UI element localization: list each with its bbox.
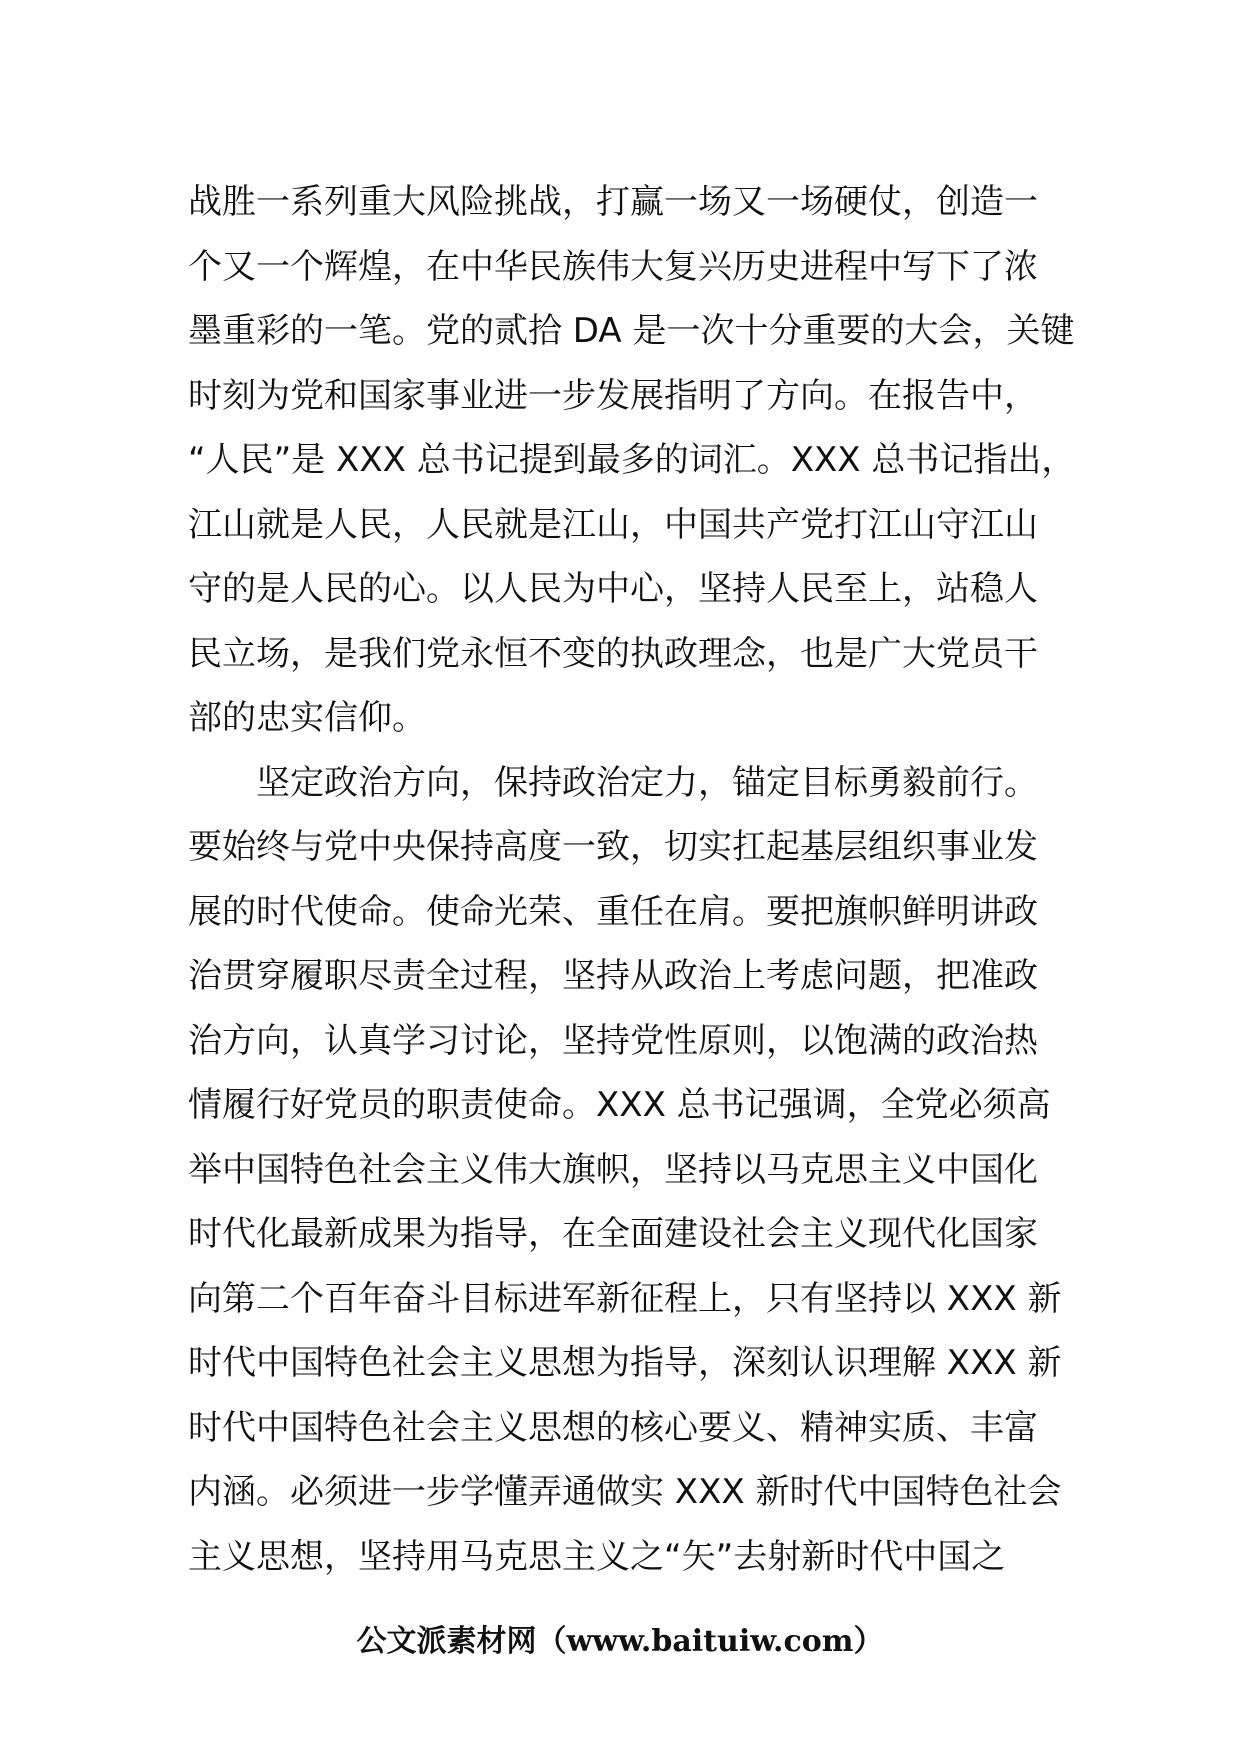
text-line: 要始终与党中央保持高度一致，切实扛起基层组织事业发 (188, 827, 1038, 867)
body-text (188, 170, 1076, 1589)
text-line: 治贯穿履职尽责全过程，坚持从政治上考虑问题，把准政 (188, 956, 1038, 996)
text-line: “人民”是 XXX 总书记提到最多的词汇。XXX 总书记指出， (188, 440, 1076, 480)
text-line: 江山就是人民，人民就是江山，中国共产党打江山守江山 (188, 504, 1038, 545)
text-line: 治方向，认真学习讨论，坚持党性原则，以饱满的政治热 (188, 1020, 1038, 1061)
text-line: 守的是人民的心。以人民为中心，坚持人民至上，站稳人 (188, 569, 1038, 609)
text-line: 战胜一系列重大风险挑战，打赢一场又一场硬仗，创造一 (188, 182, 1038, 222)
text-line: 部的忠实信仰。 (188, 698, 426, 738)
text-line: 举中国特色社会主义伟大旗帜，坚持以马克思主义中国化 (188, 1149, 1038, 1190)
text-line: 主义思想，坚持用马克思主义之“矢”去射新时代中国之 (188, 1536, 1006, 1577)
text-line: 内涵。必须进一步学懂弄通做实 XXX 新时代中国特色社会 (188, 1472, 1062, 1512)
text-line: 个又一个辉煌，在中华民族伟大复兴历史进程中写下了浓 (188, 246, 1038, 287)
text-line: 时代化最新成果为指导，在全面建设社会主义现代化国家 (188, 1214, 1038, 1254)
text-line: 展的时代使命。使命光荣、重任在肩。要把旗帜鲜明讲政 (188, 891, 1038, 932)
text-line: 墨重彩的一笔。党的贰拾 DA 是一次十分重要的大会，关键 (188, 311, 1075, 351)
footer-watermark: 公文派素材网（www.baituiw.com） (356, 1624, 884, 1659)
text-line: 情履行好党员的职责使命。XXX 总书记强调，全党必须高 (188, 1085, 1051, 1125)
text-line: 民立场，是我们党永恒不变的执政理念，也是广大党员干 (188, 633, 1038, 674)
text-line: 时刻为党和国家事业进一步发展指明了方向。在报告中， (188, 375, 1038, 416)
paragraph-first-line: 坚定政治方向，保持政治定力，锚定目标勇毅前行。 (256, 762, 1038, 803)
text-line: 时代中国特色社会主义思想为指导，深刻认识理解 XXX 新 (188, 1343, 1062, 1383)
text-line: 时代中国特色社会主义思想的核心要义、精神实质、丰富 (188, 1407, 1038, 1448)
text-line: 向第二个百年奋斗目标进军新征程上，只有坚持以 XXX 新 (188, 1278, 1062, 1319)
